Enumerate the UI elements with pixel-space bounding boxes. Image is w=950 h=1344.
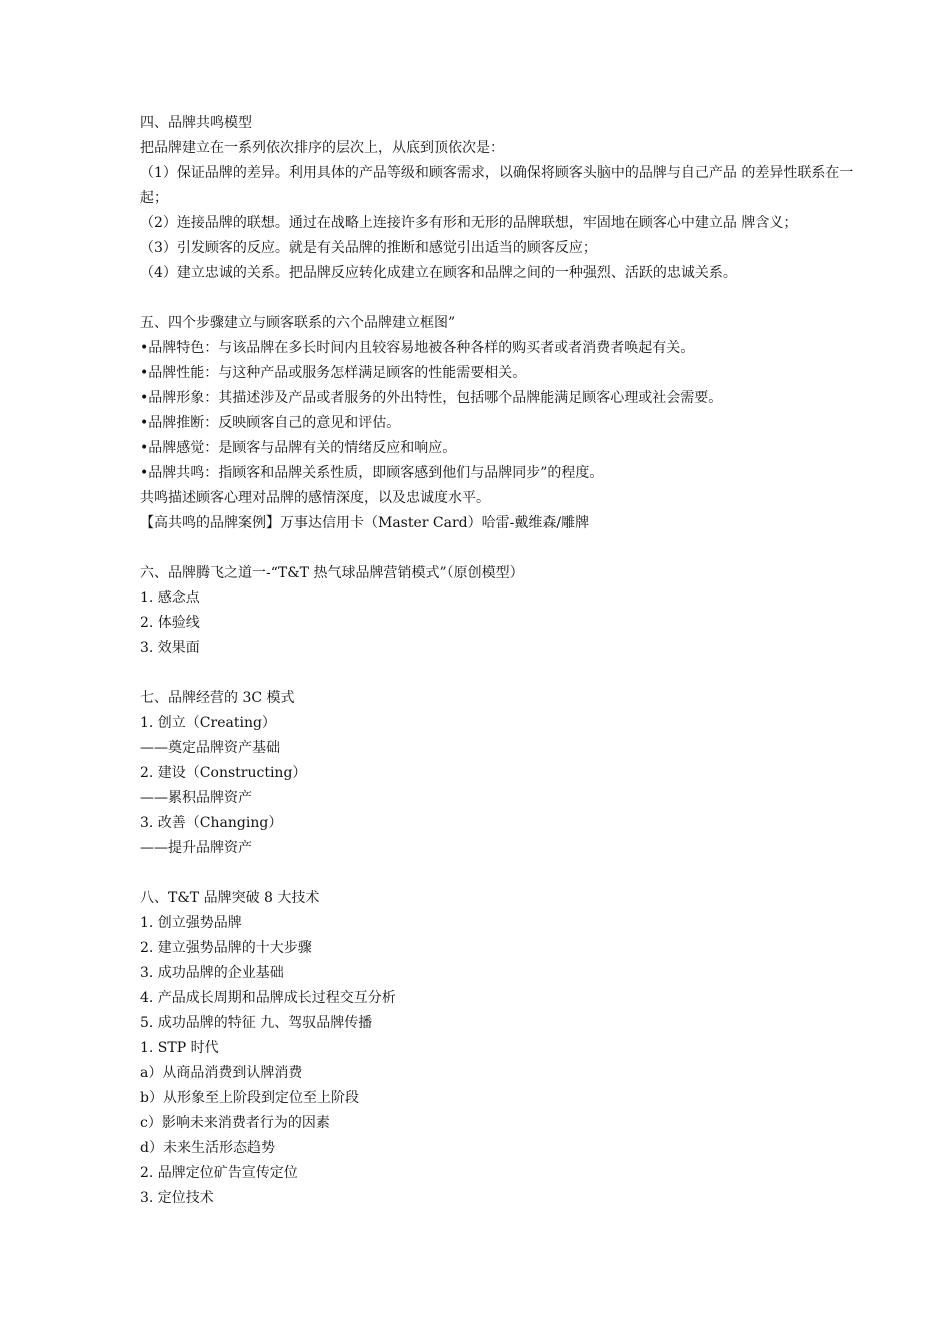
section-5-summary: 共鸣描述顾客心理对品牌的感情深度，以及忠诚度水平。 — [140, 490, 490, 506]
section-4-intro: 把品牌建立在一系列依次排序的层次上，从底到顶依次是： — [140, 140, 504, 156]
section-8-item: 1. 创立强势品牌 — [140, 915, 242, 931]
section-8-title: 八、T&T 品牌突破 8 大技术 — [140, 890, 320, 906]
section-5-case: 【高共鸣的品牌案例】万事达信用卡（Master Card）哈雷-戴维森/雕牌 — [140, 515, 590, 531]
paragraph-gap — [140, 536, 860, 561]
section-7-item: ——累积品牌资产 — [140, 790, 252, 806]
paragraph-gap — [140, 286, 860, 311]
section-5-item: •品牌感觉：是顾客与品牌有关的情绪反应和响应。 — [140, 440, 457, 456]
section-8-item: d）未来生活形态趋势 — [140, 1140, 275, 1156]
section-brand-resonance-model — [140, 111, 860, 286]
section-6-item: 3. 效果面 — [140, 640, 200, 656]
section-8-item: 4. 产品成长周期和品牌成长过程交互分析 — [140, 990, 396, 1006]
section-8-item: b）从形象至上阶段到定位至上阶段 — [140, 1090, 359, 1106]
section-8-item: 2. 品牌定位矿告宣传定位 — [140, 1165, 298, 1181]
section-5-item: •品牌推断：反映顾客自己的意见和评估。 — [140, 415, 401, 431]
section-6-item: 2. 体验线 — [140, 615, 200, 631]
document-page — [140, 111, 860, 1211]
section-hot-air-balloon-model — [140, 561, 860, 661]
section-8-item: 3. 定位技术 — [140, 1190, 214, 1206]
section-6-item: 1. 感念点 — [140, 590, 200, 606]
section-4-item: （1）保证品牌的差异。利用具体的产品等级和顾客需求，以确保将顾客头脑中的品牌与自己产品 的差异性联系在一起； — [140, 165, 854, 206]
section-5-item: •品牌特色：与该品牌在多长时间内且较容易地被各种各样的购买者或者消费者唤起有关。 — [140, 340, 695, 356]
section-4-title: 四、品牌共鸣模型 — [140, 115, 252, 131]
section-7-item: 2. 建设（Constructing） — [140, 765, 307, 781]
section-5-title: 五、四个步骤建立与顾客联系的六个品牌建立框图” — [140, 315, 456, 331]
section-6-title: 六、品牌腾飞之道一-“T&T 热气球品牌营销模式”（原创模型） — [140, 565, 524, 581]
section-5-item: •品牌共鸣：指顾客和品牌关系性质，即顾客感到他们与品牌同步”的程度。 — [140, 465, 604, 481]
section-8-item: 1. STP 时代 — [140, 1040, 219, 1056]
section-5-item: •品牌性能：与这种产品或服务怎样满足顾客的性能需要相关。 — [140, 365, 527, 381]
section-7-item: 3. 改善（Changing） — [140, 815, 283, 831]
section-3c-model — [140, 686, 860, 861]
section-8-item: 5. 成功品牌的特征 九、驾驭品牌传播 — [140, 1015, 373, 1031]
section-7-item: ——奠定品牌资产基础 — [140, 740, 280, 756]
section-4-item: （4）建立忠诚的关系。把品牌反应转化成建立在顾客和品牌之间的一种强烈、活跃的忠诚关系。 — [140, 265, 737, 281]
section-4-item: （2）连接品牌的联想。通过在战略上连接许多有形和无形的品牌联想，牢固地在顾客心中建立品 牌含义； — [140, 215, 798, 231]
section-5-item: •品牌形象：其描述涉及产品或者服务的外出特性，包括哪个品牌能满足顾客心理或社会需要。 — [140, 390, 723, 406]
section-7-item: 1. 创立（Creating） — [140, 715, 276, 731]
section-8-item: c）影响未来消费者行为的因素 — [140, 1115, 330, 1131]
section-8-item: a）从商品消费到认牌消费 — [140, 1065, 303, 1081]
section-4-item: （3）引发顾客的反应。就是有关品牌的推断和感觉引出适当的顾客反应； — [140, 240, 597, 256]
section-7-item: ——提升品牌资产 — [140, 840, 252, 856]
section-8-techniques — [140, 886, 860, 1211]
section-8-item: 3. 成功品牌的企业基础 — [140, 965, 284, 981]
paragraph-gap — [140, 861, 860, 886]
paragraph-gap — [140, 661, 860, 686]
section-six-brand-blocks — [140, 311, 860, 536]
section-8-item: 2. 建立强势品牌的十大步骤 — [140, 940, 312, 956]
section-7-title: 七、品牌经营的 3C 模式 — [140, 690, 295, 706]
